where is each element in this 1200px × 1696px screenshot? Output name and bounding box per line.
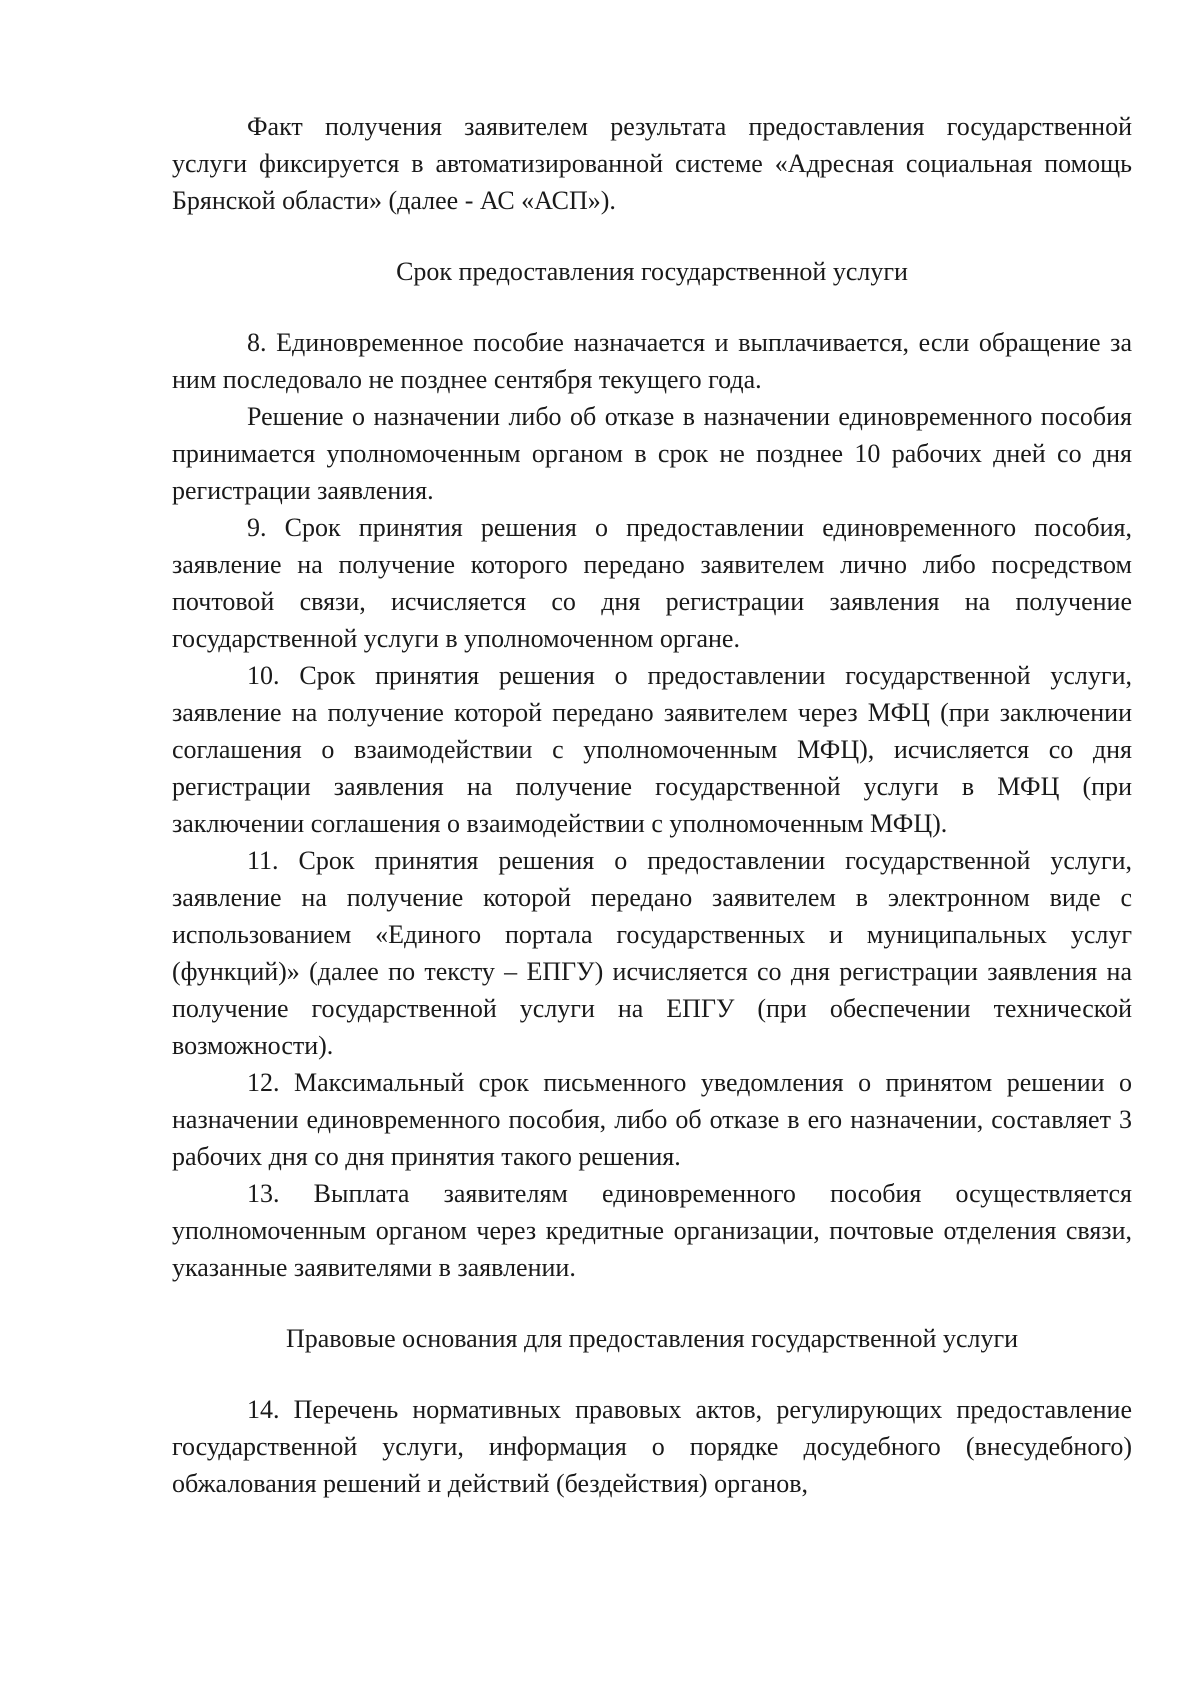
section-heading-legal: Правовые основания для предоставления государственной услуги [285,1324,1019,1353]
section-heading-term: Срок предоставления государственной услуги [396,257,908,286]
paragraph-8-decision: Решение о назначении либо об отказе в назначении единовременного пособия принимается уполномоченным органом в срок не позднее 10 рабочих дней со дня регистрации заявления. [172,402,1132,505]
paragraph-10: 10. Срок принятия решения о предоставлении государственной услуги, заявление на получение которой передано заявителем через МФЦ (при заключении соглашения о взаимодействии с уполномоченным МФЦ), исчисляется со дня регистрации заявления на получение государственной услуги в МФЦ (при заключении соглашения о взаимодействии с уполномоченным МФЦ). [172,661,1132,838]
intro-paragraph: Факт получения заявителем результата предоставления государственной услуги фиксируется в автоматизированной системе «Адресная социальная помощь Брянской области» (далее - АС «АСП»). [172,112,1132,215]
paragraph-8: 8. Единовременное пособие назначается и выплачивается, если обращение за ним последовало не позднее сентября текущего года. [172,328,1132,394]
paragraph-13: 13. Выплата заявителям единовременного пособия осуществляется уполномоченным органом через кредитные организации, почтовые отделения связи, указанные заявителями в заявлении. [172,1179,1132,1282]
paragraph-12: 12. Максимальный срок письменного уведомления о принятом решении о назначении единовременного пособия, либо об отказе в его назначении, составляет 3 рабочих дня со дня принятия такого решения. [172,1068,1132,1171]
document-page [172,108,1132,1502]
paragraph-9: 9. Срок принятия решения о предоставлении единовременного пособия, заявление на получение которого передано заявителем лично либо посредством почтовой связи, исчисляется со дня регистрации заявления на получение государственной услуги в уполномоченном органе. [172,513,1132,653]
paragraph-14: 14. Перечень нормативных правовых актов, регулирующих предоставление государственной услуги, информация о порядке досудебного (внесудебного) обжалования решений и действий (бездействия) органов, [172,1395,1132,1498]
paragraph-11: 11. Срок принятия решения о предоставлении государственной услуги, заявление на получение которой передано заявителем в электронном виде с использованием «Единого портала государственных и муниципальных услуг (функций)» (далее по тексту – ЕПГУ) исчисляется со дня регистрации заявления на получение государственной услуги на ЕПГУ (при обеспечении технической возможности). [172,846,1132,1060]
